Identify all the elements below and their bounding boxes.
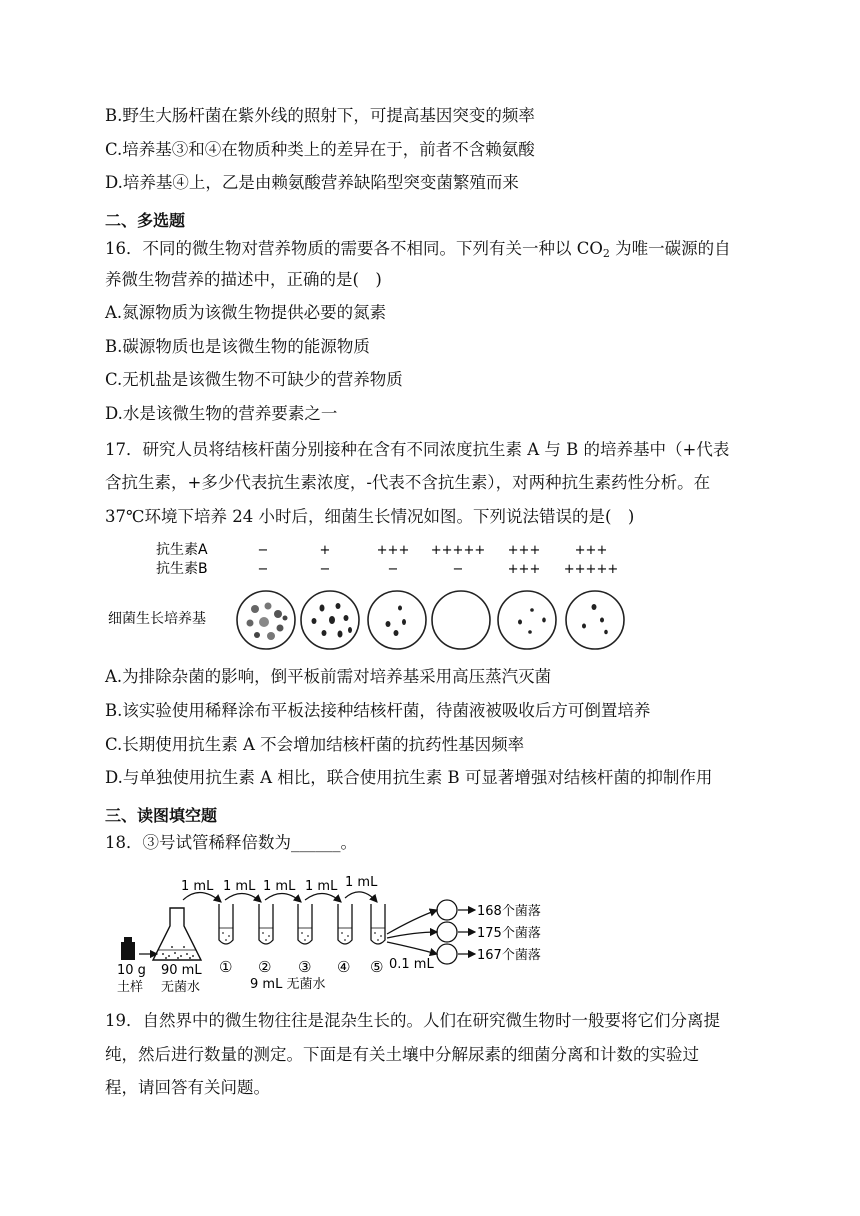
- antibiotic-b-value: −: [452, 562, 464, 577]
- soil-amount-label: 10 g: [117, 963, 146, 978]
- q16-option-a: A.氮源物质为该微生物提供必要的氮素: [105, 303, 387, 322]
- soil-name-label: 土样: [117, 980, 144, 995]
- flask-liquid-dots: [162, 946, 194, 959]
- q17-option-a: A.为排除杂菌的影响，倒平板前需对培养基采用高压蒸汽灭菌: [105, 667, 552, 686]
- q15-option-c: C.培养基③和④在物质种类上的差异在于，前者不含赖氨酸: [105, 140, 535, 159]
- colony-plates: [437, 900, 457, 964]
- tube-number: ⑤: [370, 958, 384, 976]
- petri-dish-1: [237, 591, 295, 649]
- antibiotic-a-value: +++: [376, 543, 410, 558]
- colony-count-label: 175个菌落: [477, 926, 541, 941]
- q17-stem-line2: 含抗生素，+多少代表抗生素浓度，-代表不含抗生素），对两种抗生素药性分析。在: [105, 473, 711, 492]
- tube-number: ④: [337, 958, 351, 976]
- transfer-volume-label: 1 mL: [263, 879, 296, 894]
- antibiotic-plates-figure: [100, 536, 640, 656]
- q16-stem-line1: 16．不同的微生物对营养物质的需要各不相同。下列有关一种以 $CO_2$ 为唯一碳源的自: [105, 239, 731, 260]
- antibiotic-a-value: +++++: [430, 543, 486, 558]
- colony-count-label: 168个菌落: [477, 904, 541, 919]
- q17-option-b: B.该实验使用稀释涂布平板法接种结核杆菌，待菌液被吸收后方可倒置培养: [105, 701, 651, 720]
- antibiotic-a-value: +: [319, 543, 331, 558]
- q15-option-b: B.野生大肠杆菌在紫外线的照射下，可提高基因突变的频率: [105, 106, 535, 125]
- row-label-antibiotic-a: 抗生素A: [156, 542, 208, 558]
- q16-option-c: C.无机盐是该微生物不可缺少的营养物质: [105, 370, 403, 389]
- soil-sample-icon: [121, 937, 135, 960]
- tube-number: ③: [298, 958, 312, 976]
- petri-dish-6: [566, 591, 624, 649]
- antibiotic-b-value: −: [319, 562, 331, 577]
- plating-volume-label: 0.1 mL: [389, 957, 434, 972]
- count-arrows: [458, 910, 475, 954]
- transfer-volume-label: 1 mL: [305, 879, 338, 894]
- antibiotic-b-value: +++++: [563, 562, 619, 577]
- antibiotic-a-value: +++: [574, 543, 608, 558]
- petri-dish-5: [498, 591, 556, 649]
- q19-stem-line1: 19．自然界中的微生物往往是混杂生长的。人们在研究微生物时一般要将它们分离提: [105, 1011, 720, 1030]
- row-label-antibiotic-b: 抗生素B: [156, 561, 208, 577]
- antibiotic-b-value: +++: [507, 562, 541, 577]
- q17-option-c: C.长期使用抗生素 A 不会增加结核杆菌的抗药性基因频率: [105, 735, 525, 754]
- tube-liquid-dots: [222, 932, 382, 941]
- q19-stem-line3: 程，请回答有关问题。: [105, 1078, 270, 1097]
- q17-stem-line1: 17．研究人员将结核杆菌分别接种在含有不同浓度抗生素 A 与 B 的培养基中（+代表: [105, 440, 730, 459]
- serial-dilution-figure: [105, 868, 575, 996]
- antibiotic-a-value: +++: [507, 543, 541, 558]
- tube-number: ②: [258, 958, 272, 976]
- plating-arrows: [387, 910, 437, 954]
- transfer-volume-label: 1 mL: [345, 875, 378, 890]
- flask-contents-label: 无菌水: [161, 980, 201, 995]
- q18-stem: 18．③号试管稀释倍数为______。: [105, 833, 357, 852]
- petri-dish-2: [301, 591, 359, 649]
- antibiotic-b-value: −: [257, 562, 269, 577]
- row-label-culture-medium: 细菌生长培养基: [108, 611, 206, 627]
- colony-count-label: 167个菌落: [477, 948, 541, 963]
- section-heading-multiple-choice: 二、多选题: [105, 211, 186, 230]
- q17-option-d: D.与单独使用抗生素 A 相比，联合使用抗生素 B 可显著增强对结核杆菌的抑制作用: [105, 768, 713, 787]
- antibiotic-a-value: −: [257, 543, 269, 558]
- test-tubes: [219, 904, 385, 944]
- conical-flask-icon: [153, 908, 201, 960]
- antibiotic-b-value: −: [387, 562, 399, 577]
- q19-stem-line2: 纯，然后进行数量的测定。下面是有关土壤中分解尿素的细菌分离和计数的实验过: [105, 1045, 699, 1064]
- transfer-volume-label: 1 mL: [223, 879, 256, 894]
- q16-stem-line2: 养微生物营养的描述中，正确的是( ): [105, 270, 382, 289]
- tube-number: ①: [219, 958, 233, 976]
- petri-dish-4: [432, 591, 490, 649]
- transfer-volume-label: 1 mL: [181, 879, 214, 894]
- q17-stem-line3: 37℃环境下培养 24 小时后，细菌生长情况如图。下列说法错误的是( ): [105, 507, 635, 526]
- flask-volume-label: 90 mL: [161, 963, 202, 978]
- q16-option-d: D.水是该微生物的营养要素之一: [105, 404, 338, 423]
- q16-option-b: B.碳源物质也是该微生物的能源物质: [105, 337, 370, 356]
- section-heading-diagram-fill-in: 三、读图填空题: [105, 806, 218, 825]
- petri-dish-3: [368, 591, 426, 649]
- q15-option-d: D.培养基④上，乙是由赖氨酸营养缺陷型突变菌繁殖而来: [105, 173, 519, 192]
- tube-water-label: 9 mL 无菌水: [250, 977, 326, 992]
